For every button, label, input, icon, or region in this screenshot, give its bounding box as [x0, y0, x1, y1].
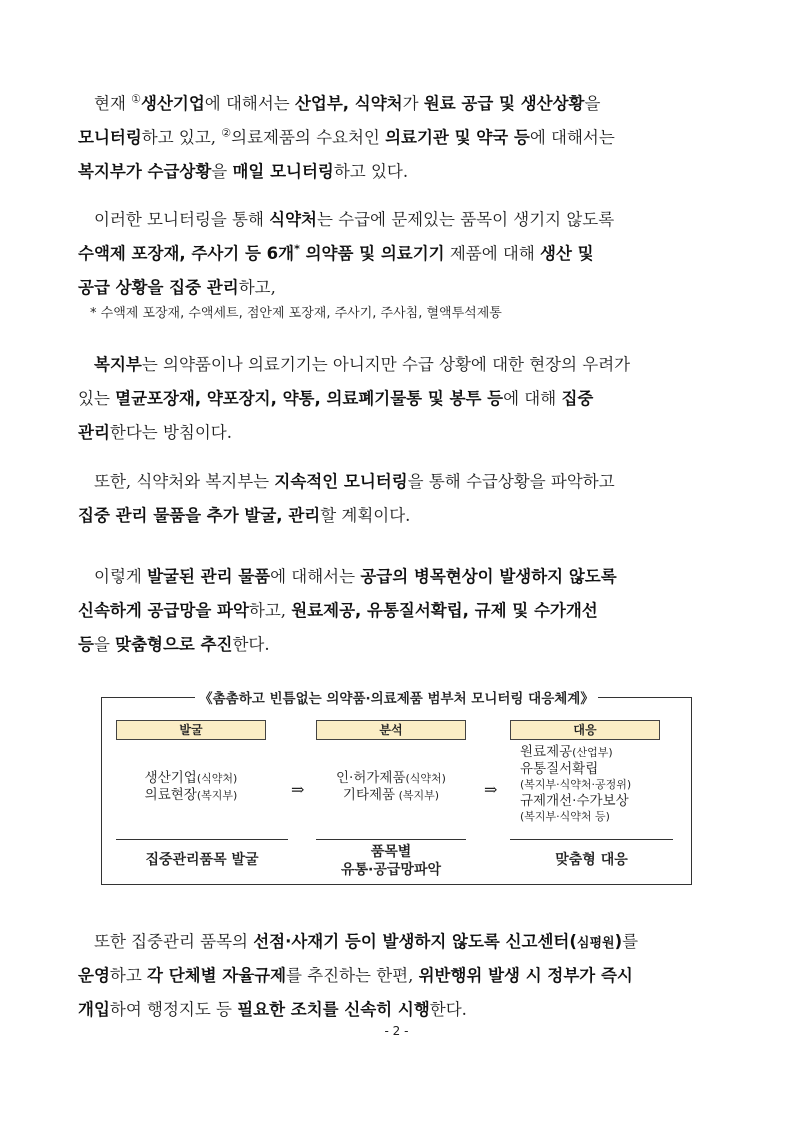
paragraph-line: 또한, 식약처와 복지부는 지속적인 모니터링을 통해 수급상황을 파악하고 — [94, 472, 615, 491]
paragraph-line: 이러한 모니터링을 통해 식약처는 수급에 문제있는 품목이 생기지 않도록 — [94, 210, 615, 229]
paragraph-line: 신속하게 공급망을 파악하고, 원료제공, 유통질서확립, 규제 및 수가개선 — [78, 601, 598, 620]
column-analyze — [316, 720, 466, 804]
column-footer: 품목별 유통·공급망파악 — [341, 844, 441, 878]
paragraph-line: 공급 상황을 집중 관리하고, — [78, 278, 276, 297]
divider — [116, 839, 288, 840]
divider — [316, 839, 466, 840]
column-header: 분석 — [316, 720, 466, 740]
arrow-icon: ⇒ — [291, 780, 305, 799]
column-respond — [510, 720, 660, 825]
paragraph-line: 등을 맞춤형으로 추진한다. — [78, 635, 270, 654]
column-header: 발굴 — [116, 720, 266, 740]
paragraph-line: 관리한다는 방침이다. — [78, 423, 232, 442]
column-discover — [116, 720, 266, 804]
paragraph-3 — [78, 348, 718, 450]
paragraph-line: 운영하고 각 단체별 자율규제를 추진하는 한편, 위반행위 발생 시 정부가 즉시 — [78, 966, 633, 985]
column-body: 생산기업(식약처) 의료현장(복지부) — [144, 770, 238, 803]
paragraph-line: 또한 집중관리 품목의 선점·사재기 등이 발생하지 않도록 신고센터(심평원)를 — [94, 932, 639, 951]
column-footer: 집중관리품목 발굴 — [145, 852, 259, 868]
paragraph-5 — [78, 560, 718, 662]
divider — [510, 839, 673, 840]
column-body: 원료제공(산업부) 유통질서확립 (복지부·식약처·공정위) 규제개선·수가보상 (복지부·식약처 등) — [520, 744, 632, 823]
paragraph-6 — [78, 925, 718, 1027]
arrow-icon: ⇒ — [484, 780, 498, 799]
paragraph-line: 현재 ①생산기업에 대해서는 산업부, 식약처가 원료 공급 및 생산상황을 — [94, 92, 601, 113]
column-footer: 맞춤형 대응 — [555, 852, 628, 868]
paragraph-4 — [78, 465, 718, 533]
footnote: * 수액제 포장재, 수액세트, 점안제 포장재, 주사기, 주사침, 혈액투석제통 — [90, 306, 502, 321]
page-number: - 2 - — [384, 1024, 409, 1038]
column-body: 인·허가제품(식약처) 기타제품 (복지부) — [336, 770, 446, 803]
paragraph-line: 수액제 포장재, 주사기 등 6개* 의약품 및 의료기기 제품에 대해 생산 및 — [78, 242, 594, 263]
paragraph-line: 있는 멸균포장재, 약포장지, 약통, 의료폐기물통 및 봉투 등에 대해 집중 — [78, 389, 594, 408]
paragraph-1 — [78, 87, 718, 189]
paragraph-line: 집중 관리 물품을 추가 발굴, 관리할 계획이다. — [78, 506, 411, 525]
diagram-title: 《촘촘하고 빈틈없는 의약품·의료제품 범부처 모니터링 대응체계》 — [102, 687, 691, 707]
monitoring-system-diagram — [101, 691, 692, 885]
column-header: 대응 — [510, 720, 660, 740]
paragraph-line: 복지부가 수급상황을 매일 모니터링하고 있다. — [78, 162, 409, 181]
paragraph-line: 모니터링하고 있고, ②의료제품의 수요처인 의료기관 및 약국 등에 대해서는 — [78, 126, 615, 147]
paragraph-line: 이렇게 발굴된 관리 물품에 대해서는 공급의 병목현상이 발생하지 않도록 — [94, 567, 617, 586]
paragraph-line: 복지부는 의약품이나 의료기기는 아니지만 수급 상황에 대한 현장의 우려가 — [94, 355, 631, 374]
paragraph-2 — [78, 203, 718, 305]
paragraph-line: 개입하여 행정지도 등 필요한 조치를 신속히 시행한다. — [78, 1000, 467, 1019]
